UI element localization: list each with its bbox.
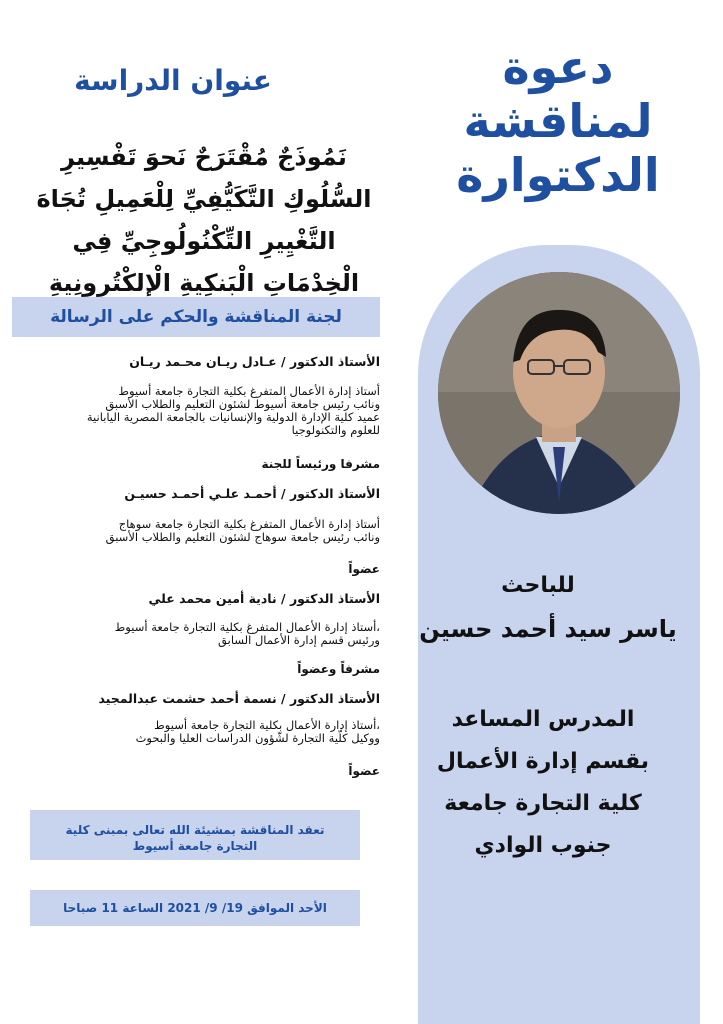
study-title-line: نَمُوذَجٌ مُقْتَرَحٌ نَحوَ تَفْسِيرِ (61, 143, 347, 171)
invitation-title-line: لمناقشة (463, 94, 653, 148)
member-detail: ونائب رئيس جامعة سوهاج لشئون التعليم والطلاب الأسبق (105, 530, 380, 544)
study-heading: عنوان الدراسة (74, 64, 272, 97)
researcher-position-line: المدرس المساعد (451, 707, 635, 732)
study-title-line: السُّلُوكِ التَّكَيُّفِيِّ لِلْعَمِيلِ تُجَاهَ (36, 185, 372, 213)
member-detail: ورئيس قسم إدارة الأعمال السابق (218, 633, 380, 647)
date-box: الأحد الموافق 19/ 9/ 2021 الساعة 11 صباحا (30, 890, 360, 926)
member-name: الأستاذ الدكتور / نادية أمين محمد علي (148, 591, 380, 606)
member-role: عضواً (348, 764, 380, 778)
study-title (15, 136, 393, 304)
researcher-position-line: بقسم إدارة الأعمال (436, 749, 650, 774)
member-detail: عميد كلية الإدارة الدولية والإنسانيات بالجامعة المصرية اليابانية (86, 410, 380, 424)
venue-box: تعقد المناقشة بمشيئة الله تعالى بمبنى كلية التجارة جامعة أسيوط (30, 810, 360, 860)
member-detail: أستاذ إدارة الأعمال المتفرغ بكلية التجارة جامعة أسيوط (118, 384, 380, 398)
member-detail: أستاذ إدارة الأعمال المتفرغ بكلية التجارة جامعة سوهاج (118, 517, 380, 531)
member-name: الأستاذ الدكتور / عـادل ريـان محـمد ريـان (129, 354, 380, 369)
study-title-line: الْخِدْمَاتِ الْبَنكِيةِ الْإِلكْتُرونِيةِ (48, 269, 360, 297)
researcher-position-line: كلية التجارة جامعة (444, 791, 642, 816)
researcher-label: للباحث (501, 573, 575, 598)
member-detail: للعلوم والتكنولوجيا (291, 423, 380, 437)
invitation-title-line: الدكتوارة (456, 148, 660, 202)
member-detail: ووكيل كلّية التجارة لشّؤون الدراسات العليا والبحوث (135, 731, 380, 745)
researcher-name: ياسر سيد أحمد حسين (419, 615, 677, 643)
member-detail: ،أستاذ إدارة الأعمال المتفرغ بكلية التجارة جامعة أسيوط (114, 620, 380, 634)
study-title-line: التَّغْيِيرِ التِّكْنُولُوجِيِّ فِي (72, 227, 336, 255)
member-detail: ،أستاذ إدارة الأعمال بكلية التجارة جامعة أسيوط (154, 718, 380, 732)
member-role: عضواً (348, 562, 380, 576)
invitation-title (433, 40, 683, 202)
invitation-title-line: دعوة (502, 40, 614, 94)
researcher-photo (438, 272, 680, 514)
committee-header: لجنة المناقشة والحكم على الرسالة (12, 297, 380, 337)
member-role: مشرفاً وعضواً (297, 662, 380, 676)
member-name: الأستاذ الدكتور / أحمـد علـي أحمـد حسيـن (124, 486, 380, 501)
researcher-position-line: جنوب الوادي (474, 833, 612, 858)
member-name: الأستاذ الدكتور / نسمة أحمد حشمت عبدالمجيد (98, 691, 380, 706)
member-detail: ونائب رئيس جامعة أسيوط لشئون التعليم والطلاب الأسبق (105, 397, 380, 411)
member-role: مشرفا ورئيساً للجنة (261, 457, 380, 471)
